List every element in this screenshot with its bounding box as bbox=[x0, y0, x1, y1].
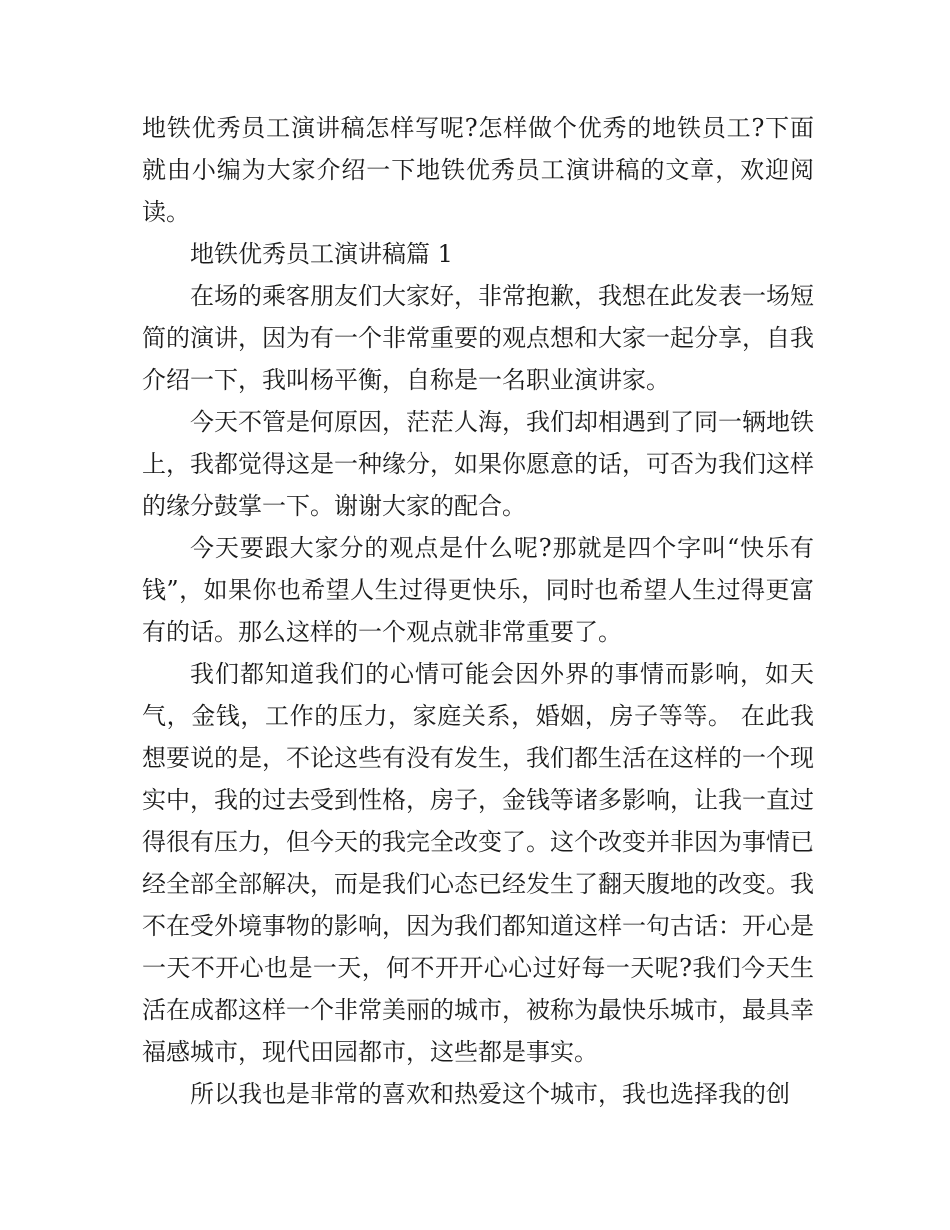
section-title: 地铁优秀员工演讲稿篇 1 bbox=[190, 240, 453, 268]
body-paragraph-1: 在场的乘客朋友们大家好，非常抱歉，我想在此发表一场短简的演讲，因为有一个非常重要的观点想和大家一起分享，自我介绍一下，我叫杨平衡，自称是一名职业演讲家。 bbox=[142, 282, 814, 394]
body-paragraph-2: 今天不管是何原因，茫茫人海，我们却相遇到了同一辆地铁上，我都觉得这是一种缘分，如果你愿意的话，可否为我们这样的缘分鼓掌一下。谢谢大家的配合。 bbox=[142, 408, 814, 520]
body-paragraph-3: 今天要跟大家分的观点是什么呢?那就是四个字叫“快乐有钱”，如果你也希望人生过得更快乐，同时也希望人生过得更富有的话。那么这样的一个观点就非常重要了。 bbox=[142, 534, 814, 646]
body-paragraph-4: 我们都知道我们的心情可能会因外界的事情而影响，如天气，金钱，工作的压力，家庭关系，婚姻，房子等等。 在此我想要说的是，不论这些有没有发生，我们都生活在这样的一个现实中，我的过去受到性格，房子，金钱等诸多影响，让我一直过得很有压力，但今天的我完全改变了。这个改变并非因为事情已经全部全部解决，而是我们心态已经发生了翻天腹地的改变。我不在受外境事物的影响，因为我们都知道这样一句古话：开心是一天不开心也是一天，何不开开心心过好每一天呢?我们今天生活在成都这样一个非常美丽的城市，被称为最快乐城市，最具幸福感城市，现代田园都市，这些都是事实。 bbox=[142, 660, 814, 1066]
document-body bbox=[142, 107, 814, 1115]
intro-paragraph: 地铁优秀员工演讲稿怎样写呢?怎样做个优秀的地铁员工?下面就由小编为大家介绍一下地铁优秀员工演讲稿的文章，欢迎阅读。 bbox=[142, 114, 814, 226]
body-paragraph-5: 所以我也是非常的喜欢和热爱这个城市，我也选择我的创 bbox=[190, 1080, 790, 1108]
